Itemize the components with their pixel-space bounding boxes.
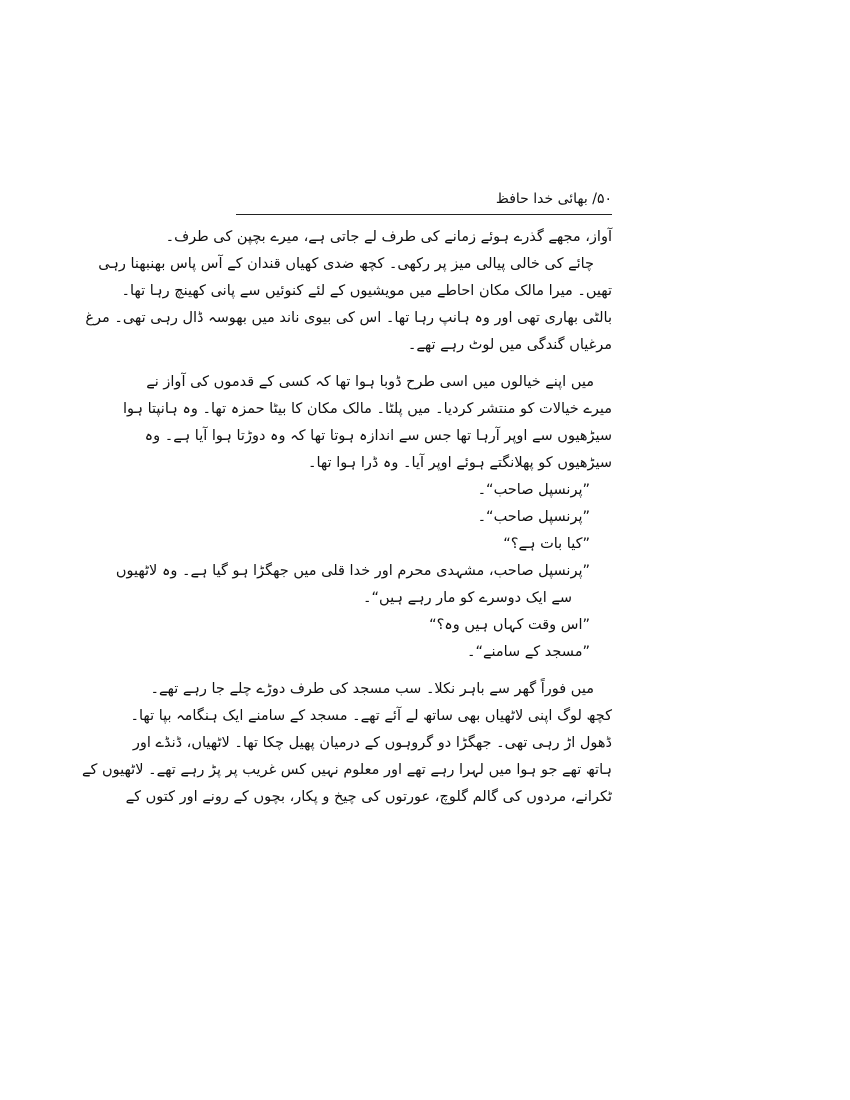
text-line: چائے کی خالی پیالی میز پر رکھی۔ کچھ ضدی کھیاں قندان کے آس پاس بھنبھنا رہی [98, 256, 594, 272]
page-body [81, 224, 612, 811]
text-line: ڈھول اڑ رہی تھی۔ جھگڑا دو گروہوں کے درمیان پھیل چکا تھا۔ لاٹھیاں، ڈنڈے اور [132, 735, 612, 751]
text-line: ہاتھ تھے جو ہوا میں لہرا رہے تھے اور معلوم نہیں کس غریب پر پڑ رہے تھے۔ لاٹھیوں کے [81, 762, 612, 778]
text-line: میرے خیالات کو منتشر کردیا۔ میں پلٹا۔ مالک مکان کا بیٹا حمزہ تھا۔ وہ ہانپتا ہوا [123, 401, 612, 417]
text-line: مرغیاں گندگی میں لوٹ رہے تھے۔ [407, 337, 612, 353]
dialogue-line: ”کیا بات ہے؟“ [503, 536, 590, 552]
text-line: تھیں۔ میرا مالک مکان احاطے میں مویشیوں کے لئے کنوئیں سے پانی کھینچ رہا تھا۔ [121, 283, 612, 299]
header-rule [236, 214, 612, 215]
running-header: ۵۰/ بھائی خدا حافظ [495, 191, 612, 207]
text-line: میں فوراً گھر سے باہر نکلا۔ سب مسجد کی طرف دوڑے چلے جا رہے تھے۔ [150, 681, 594, 697]
text-line: ٹکرانے، مردوں کی گالم گلوچ، عورتوں کی چیخ و پکار، بچوں کے رونے اور کتوں کے [125, 789, 612, 805]
text-line: سیڑھیوں کو پھلانگتے ہوئے اوپر آیا۔ وہ ڈرا ہوا تھا۔ [307, 455, 612, 471]
text-line: سیڑھیوں سے اوپر آرہا تھا جس سے اندازہ ہوتا تھا کہ وہ دوڑتا ہوا آیا ہے۔ وہ [144, 428, 612, 444]
dialogue-line: ”پرنسپل صاحب، مشہدی محرم اور خدا قلی میں جھگڑا ہو گیا ہے۔ وہ لاٹھیوں [115, 563, 590, 579]
paragraph-gap [236, 359, 612, 369]
paragraph-gap [236, 666, 612, 676]
dialogue-line: سے ایک دوسرے کو مار رہے ہیں“۔ [363, 590, 572, 606]
text-line: میں اپنے خیالوں میں اسی طرح ڈوبا ہوا تھا کہ کسی کے قدموں کی آواز نے [146, 374, 594, 390]
text-line: کچھ لوگ اپنی لاٹھیاں بھی ساتھ لے آئے تھے۔ مسجد کے سامنے ایک ہنگامہ بپا تھا۔ [130, 708, 612, 724]
text-line: آواز، مجھے گذرے ہوئے زمانے کی طرف لے جاتی ہے، میرے بچپن کی طرف۔ [165, 229, 612, 245]
text-line: بالٹی بھاری تھی اور وہ ہانپ رہا تھا۔ اس کی بیوی ناند میں بھوسہ ڈال رہی تھی۔ مرغ [85, 310, 612, 326]
dialogue-line: ”پرنسپل صاحب“۔ [477, 482, 590, 498]
dialogue-line: ”مسجد کے سامنے“۔ [466, 644, 590, 660]
dialogue-line: ”پرنسپل صاحب“۔ [477, 509, 590, 525]
dialogue-line: ”اس وقت کہاں ہیں وہ؟“ [429, 617, 590, 633]
